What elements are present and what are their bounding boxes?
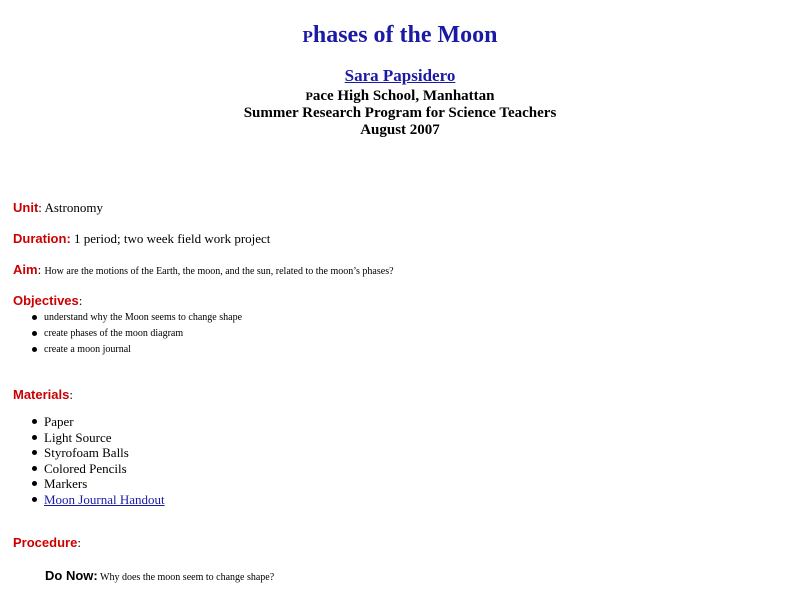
bullet-icon: [32, 435, 37, 440]
bullet-icon: [32, 331, 37, 336]
list-item: create a moon journal: [30, 343, 242, 359]
objectives-list: [30, 311, 242, 359]
school-line: [0, 88, 800, 105]
materials-list: [30, 414, 165, 507]
duration-value: 1 period; two week field work project: [74, 231, 271, 246]
bullet-icon: [32, 466, 37, 471]
program-line: Summer Research Program for Science Teachers: [243, 105, 557, 121]
do-now-label: Do Now:: [45, 568, 98, 583]
title-text: hases of the Moon: [312, 22, 498, 48]
bullet-icon: [32, 450, 37, 455]
procedure-label: Procedure: [13, 535, 78, 550]
do-now-value: Why does the moon seem to change shape?: [100, 572, 275, 583]
materials-heading: Materials:: [13, 387, 73, 402]
page-title: [0, 22, 800, 49]
list-item: Colored Pencils: [30, 461, 165, 477]
procedure-heading: Procedure:: [13, 535, 81, 550]
do-now-row: [45, 568, 274, 583]
bullet-icon: [32, 481, 37, 486]
duration-label: Duration:: [13, 231, 71, 246]
list-item: Markers: [30, 476, 165, 492]
unit-row: Unit: Astronomy: [13, 200, 103, 215]
author-link[interactable]: Sara Papsidero: [344, 66, 456, 85]
list-item: create phases of the moon diagram: [30, 327, 242, 343]
list-item: [30, 492, 165, 508]
date-line: August 2007: [360, 122, 440, 138]
moon-journal-handout-link[interactable]: Moon Journal Handout: [44, 491, 165, 507]
title-first-letter: P: [302, 27, 313, 46]
school-first-letter: P: [305, 89, 313, 103]
list-item: Light Source: [30, 430, 165, 446]
unit-label: Unit: [13, 200, 39, 215]
materials-label: Materials: [13, 387, 70, 402]
school-text: ace High School, Manhattan: [312, 88, 495, 104]
bullet-icon: [32, 419, 37, 424]
list-item: Paper: [30, 414, 165, 430]
aim-value: How are the motions of the Earth, the moon, and the sun, related to the moon’s phases?: [44, 266, 394, 277]
list-item: understand why the Moon seems to change shape: [30, 311, 242, 327]
bullet-icon: [32, 315, 37, 320]
objectives-label: Objectives: [13, 293, 79, 308]
aim-label: Aim: [13, 262, 38, 277]
bullet-icon: [32, 347, 37, 352]
list-item: Styrofoam Balls: [30, 445, 165, 461]
aim-row: Aim: How are the motions of the Earth, the moon, and the sun, related to the moon’s phases?: [13, 262, 394, 277]
objectives-heading: Objectives:: [13, 293, 83, 308]
duration-row: [13, 231, 270, 247]
unit-value: Astronomy: [44, 200, 103, 215]
bullet-icon: [32, 497, 37, 502]
